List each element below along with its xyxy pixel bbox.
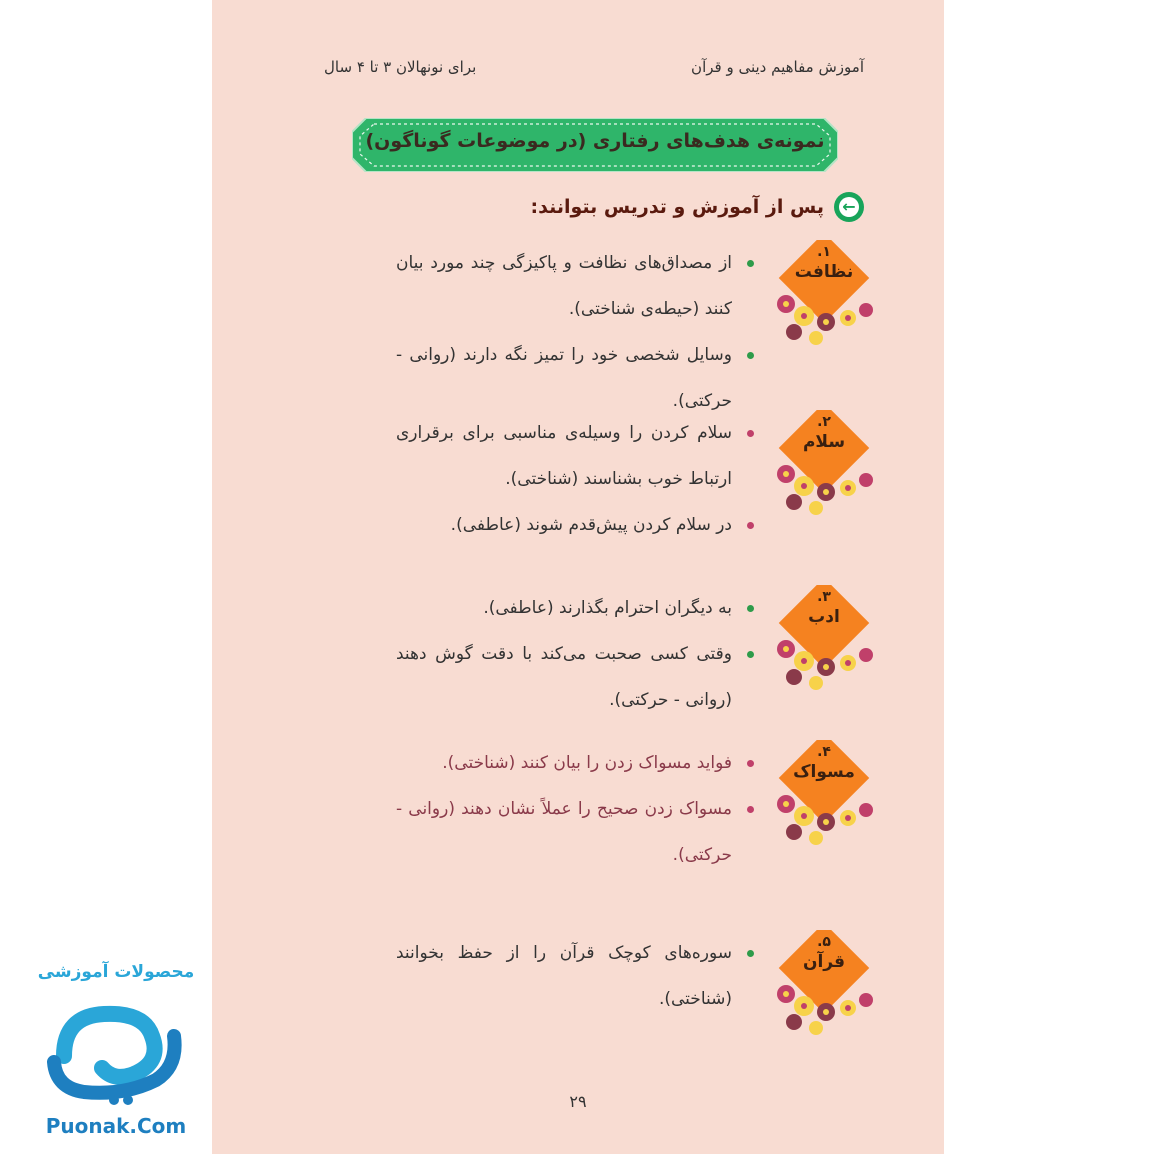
topic-badge: [764, 930, 884, 1040]
objective-text: از مصداق‌های نظافت و پاکیزگی چند مورد بیان کنند (حیطه‌ی شناختی).: [396, 253, 732, 319]
objective-item: [396, 585, 756, 631]
objective-list: [396, 585, 756, 723]
section-banner: [352, 118, 838, 172]
bullet-icon: [747, 260, 754, 267]
topic-label: مسواک: [793, 762, 855, 782]
objective-list: [396, 410, 756, 548]
objective-item: [396, 786, 756, 878]
book-title-header: آموزش مفاهیم دینی و قرآن: [691, 58, 864, 76]
topic-label: ادب: [808, 607, 840, 627]
objective-text: سلام کردن را وسیله‌ی مناسبی برای برقراری ارتباط خوب بشناسند (شناختی).: [396, 423, 732, 489]
objective-item: [396, 631, 756, 723]
banner-title: نمونه‌ی هدف‌های رفتاری (در موضوعات گوناگون): [365, 130, 825, 152]
objective-item: [396, 740, 756, 786]
age-group-header: برای نونهالان ۳ تا ۴ سال: [324, 58, 477, 76]
topic-badge: [764, 410, 884, 520]
objective-text: فواید مسواک زدن را بیان کنند (شناختی).: [442, 753, 732, 773]
topic-badge: [764, 740, 884, 850]
bullet-icon: [747, 522, 754, 529]
topic-badge: [764, 585, 884, 695]
objective-item: [396, 502, 756, 548]
intro-line: [531, 192, 865, 222]
puonak-logo: [30, 962, 202, 1142]
bullet-icon: [747, 605, 754, 612]
objective-item: [396, 930, 756, 1022]
intro-text: پس از آموزش و تدریس بتوانند:: [530, 196, 824, 218]
topic-badge: [764, 240, 884, 350]
objective-item: [396, 240, 756, 332]
bullet-icon: [747, 430, 754, 437]
bullet-icon: [747, 651, 754, 658]
topic-label: قرآن: [802, 952, 846, 972]
page-number: ۲۹: [569, 1092, 587, 1111]
bullet-icon: [747, 950, 754, 957]
objective-text: وقتی کسی صحبت می‌کند با دقت گوش دهند (روانی - حرکتی).: [396, 644, 732, 710]
bullet-icon: [747, 760, 754, 767]
objective-text: در سلام کردن پیش‌قدم شوند (عاطفی).: [450, 515, 732, 535]
topic-number: ۱.: [817, 244, 831, 260]
objective-text: وسایل شخصی خود را تمیز نگه دارند (روانی - حرکتی).: [396, 345, 732, 411]
topic-number: ۲.: [817, 414, 831, 430]
topic-label: نظافت: [794, 262, 854, 282]
bullet-icon: [747, 352, 754, 359]
objective-list: [396, 740, 756, 878]
objective-text: به دیگران احترام بگذارند (عاطفی).: [483, 598, 732, 618]
objective-list: [396, 930, 756, 1022]
book-page: [212, 0, 944, 1154]
bullet-icon: [747, 806, 754, 813]
logo-mark-icon: [44, 996, 188, 1110]
topic-number: ۴.: [817, 744, 831, 760]
objective-text: سوره‌های کوچک قرآن را از حفظ بخوانند (شناختی).: [396, 943, 732, 1009]
objective-text: مسواک زدن صحیح را عملاً نشان دهند (روانی - حرکتی).: [396, 799, 732, 865]
logo-website: Puonak.Com: [45, 1114, 187, 1138]
logo-tagline: محصولات آموزشی: [37, 962, 195, 982]
topic-label: سلام: [802, 432, 846, 452]
objective-list: [396, 240, 756, 424]
objective-item: [396, 410, 756, 502]
arrow-left-icon: ←: [834, 192, 864, 222]
topic-number: ۳.: [817, 589, 831, 605]
topic-number: ۵.: [817, 934, 831, 950]
